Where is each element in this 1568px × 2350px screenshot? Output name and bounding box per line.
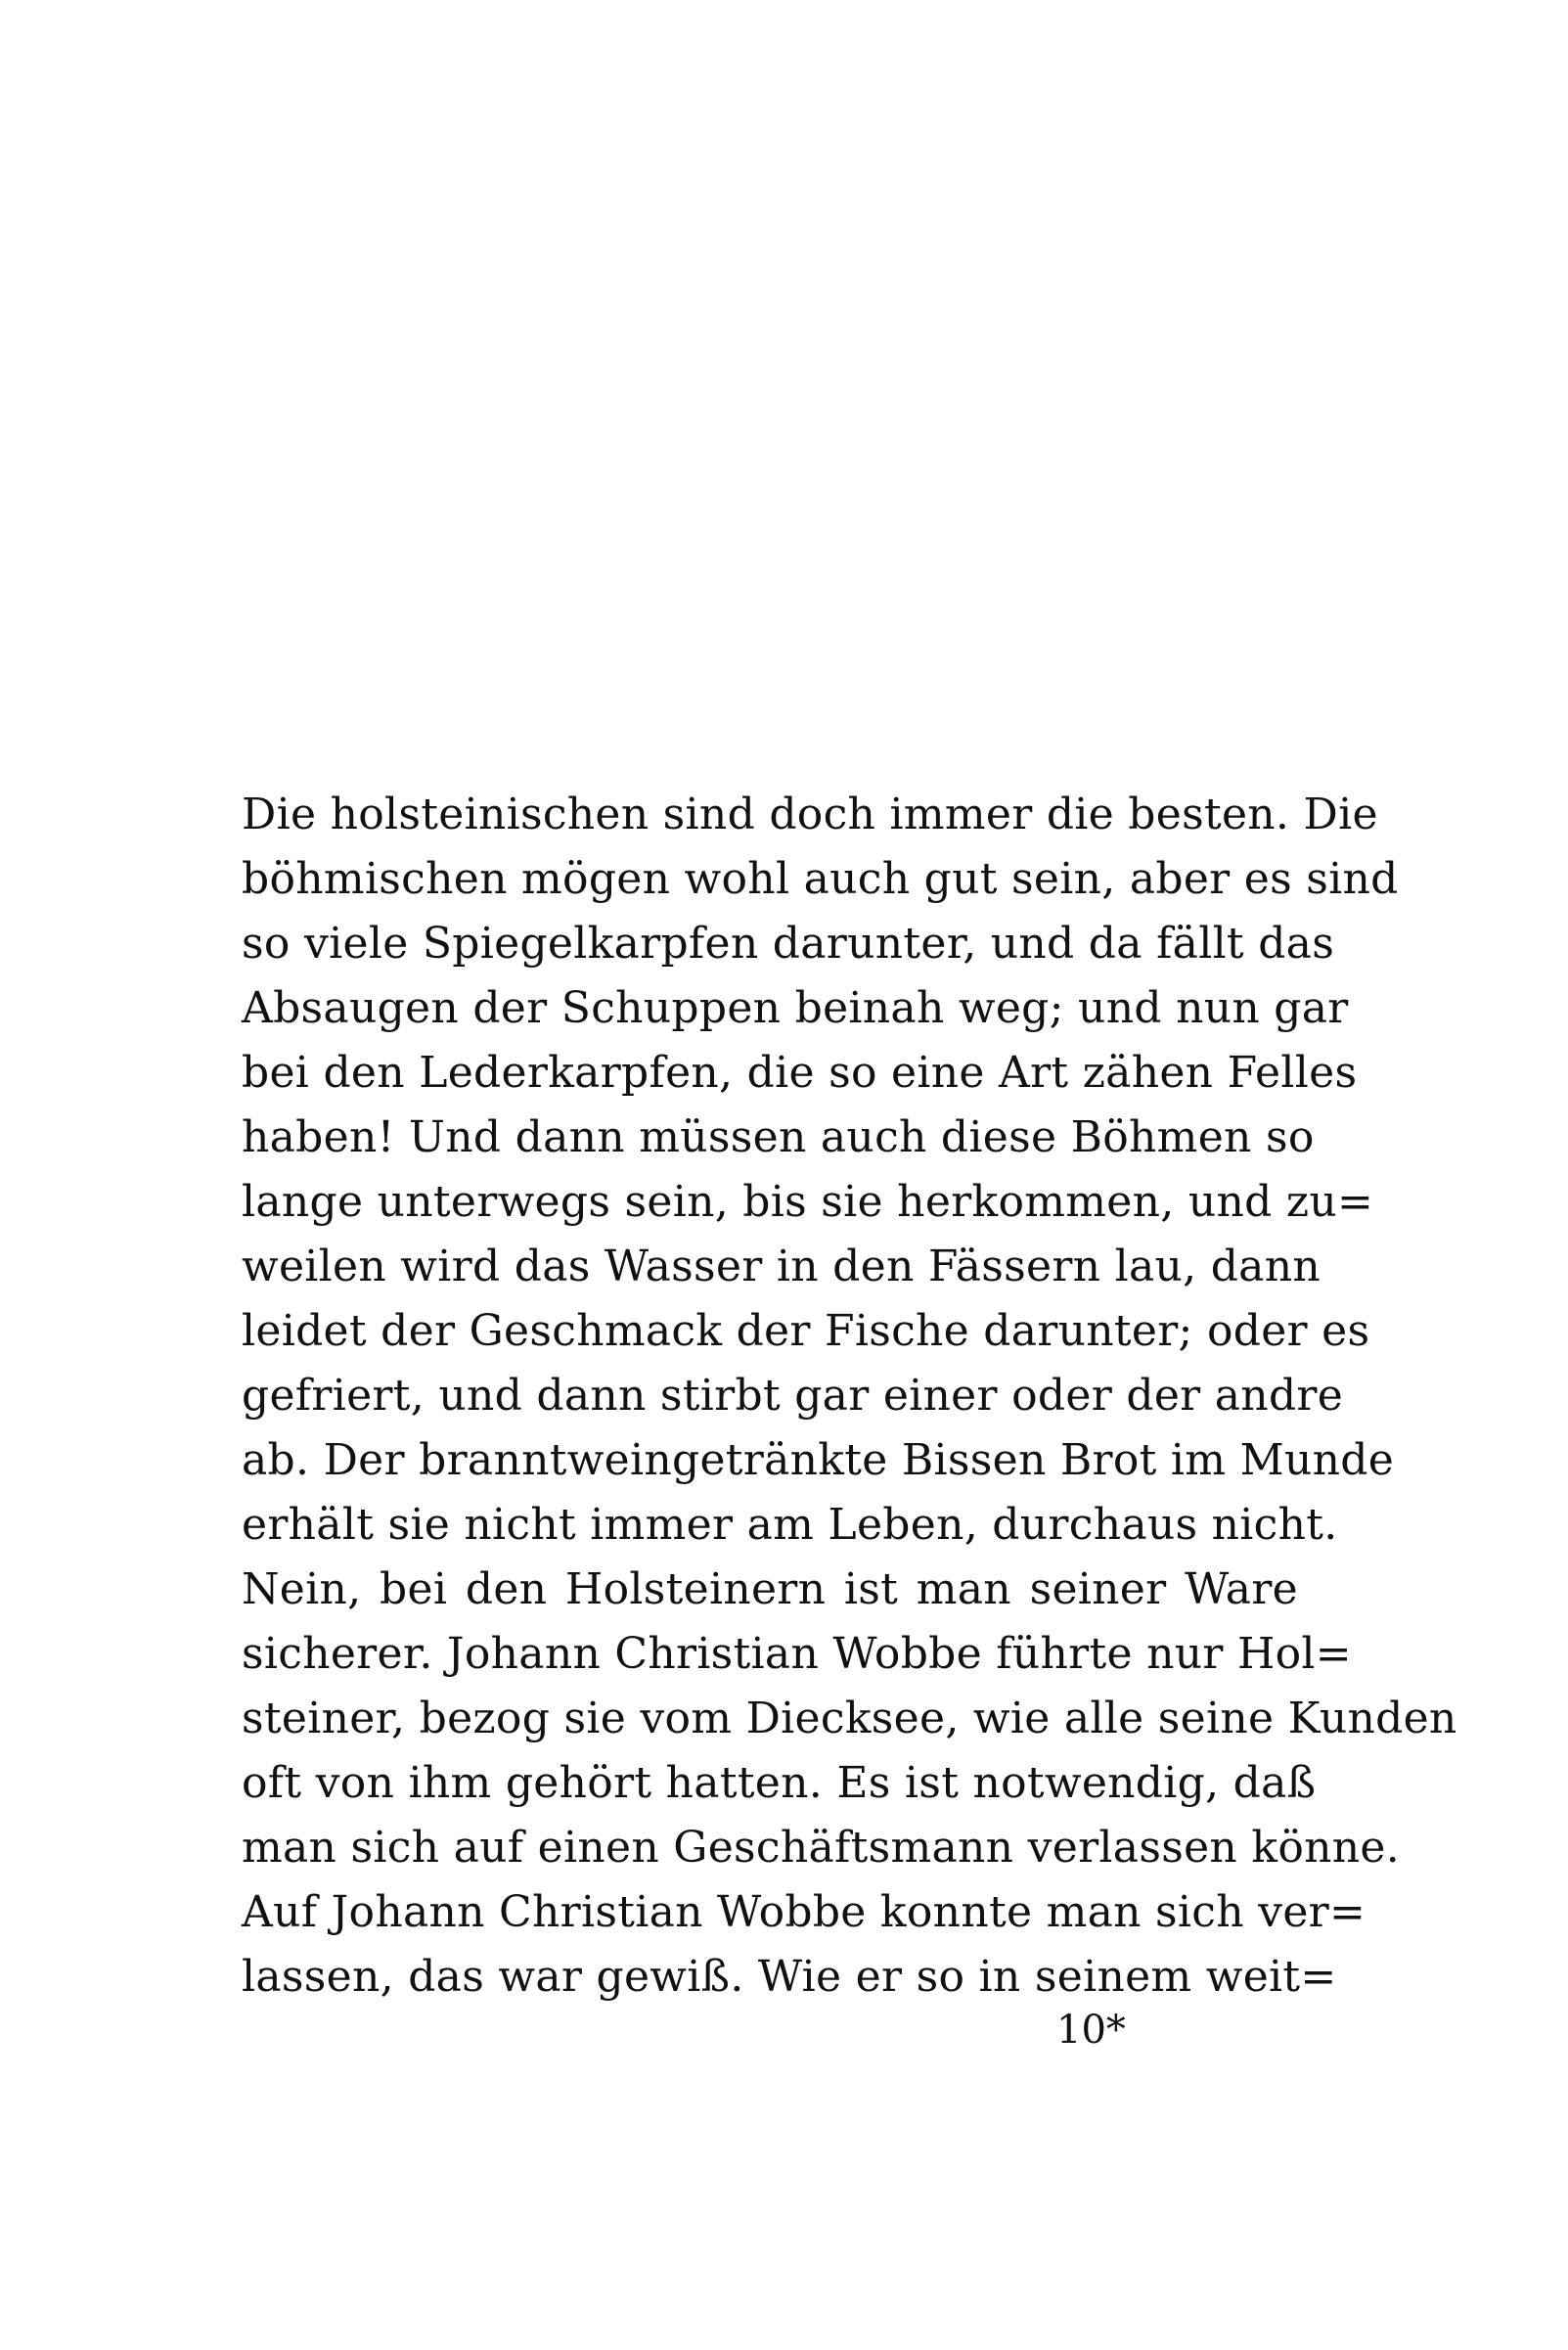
body-text — [242, 783, 1457, 2010]
text-line-12: erhält sie nicht immer am Leben, durchaus nicht. — [242, 1500, 1338, 1550]
text-line-19: lassen, das war gewiß. Wie er so in seinem weit= — [242, 1952, 1337, 2002]
text-line-7: lange unterwegs sein, bis sie herkommen, und zu= — [242, 1177, 1374, 1227]
text-line-11: ab. Der branntweingetränkte Bissen Brot im Munde — [242, 1435, 1395, 1485]
text-line-14: sicherer. Johann Christian Wobbe führte nur Hol= — [242, 1629, 1352, 1679]
text-line-1: Die holsteinischen sind doch immer die besten. Die — [242, 790, 1378, 839]
text-line-16: oft von ihm gehört hatten. Es ist notwendig, daß — [242, 1758, 1317, 1808]
page-number: 10* — [1056, 2008, 1126, 2053]
text-line-13: Nein, bei den Holsteinern ist man seiner Ware — [242, 1564, 1298, 1614]
text-line-2: böhmischen mögen wohl auch gut sein, aber es sind — [242, 854, 1399, 904]
text-line-18: Auf Johann Christian Wobbe konnte man sich ver= — [242, 1887, 1366, 1937]
text-line-10: gefriert, und dann stirbt gar einer oder der andre — [242, 1371, 1344, 1421]
text-line-3: so viele Spiegelkarpfen darunter, und da fällt das — [242, 919, 1335, 969]
text-line-6: haben! Und dann müssen auch diese Böhmen so — [242, 1112, 1315, 1162]
text-line-9: leidet der Geschmack der Fische darunter; oder es — [242, 1306, 1370, 1356]
text-line-17: man sich auf einen Geschäftsmann verlassen könne. — [242, 1823, 1401, 1873]
text-line-5: bei den Lederkarpfen, die so eine Art zähen Felles — [242, 1048, 1358, 1098]
text-line-4: Absaugen der Schuppen beinah weg; und nun gar — [242, 983, 1349, 1033]
text-line-8: weilen wird das Wasser in den Fässern lau, dann — [242, 1242, 1321, 1291]
text-line-15: steiner, bezog sie vom Diecksee, wie alle seine Kunden — [242, 1694, 1457, 1743]
